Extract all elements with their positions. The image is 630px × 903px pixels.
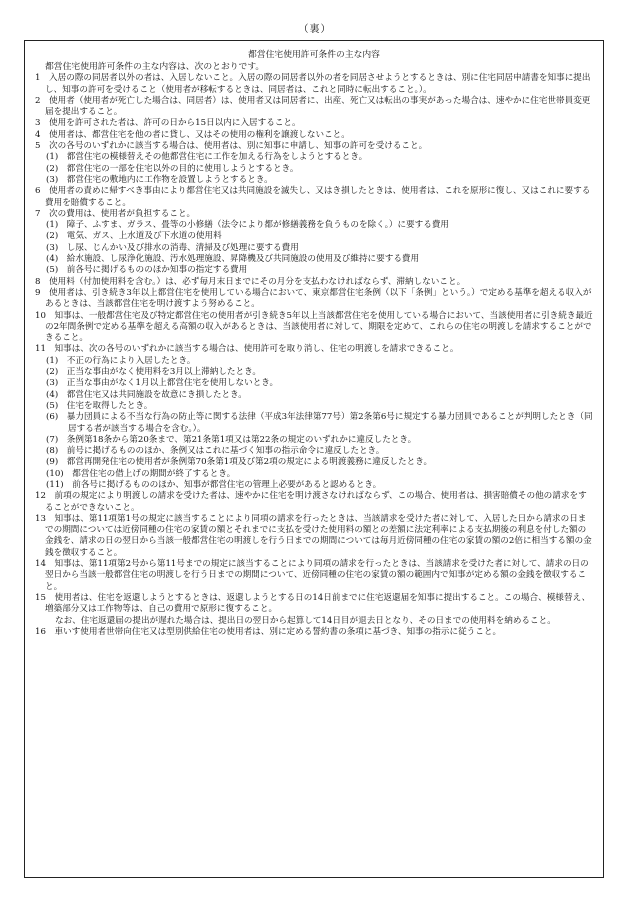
sub-item: (4) 給水施設、し尿浄化施設、汚水処理施設、昇降機及び共同施設の使用及び維持に要する費用 xyxy=(46,254,420,265)
document-intro: 都営住宅使用許可条件の主な内容は、次のとおりです。 xyxy=(45,62,265,72)
page-side-label: （裏） xyxy=(298,24,332,35)
clause-item: 3 使用を許可された者は、許可の日から15日以内に入居すること。 xyxy=(35,118,301,129)
sub-item: (2) 電気、ガス、上水道及び下水道の使用料 xyxy=(46,231,222,242)
sub-item: (2) 都営住宅の一部を住宅以外の目的に使用しようとするとき。 xyxy=(46,163,299,174)
clause-item: 6 使用者の責めに帰すべき事由により都営住宅又は共同施設を滅失し、又はき損したときは、使用者は、これを原形に復し、又はこれに要する費用を賠償すること。 xyxy=(35,186,591,208)
clause-item: 14 知事は、第11項第2号から第11号までの規定に該当することにより同項の請求を行ったときは、当該請求を受けた者に対して、請求の日の翌日から当該一般都営住宅の明渡しを行う日までの期間について、近傍同種の住宅の家賃の額の範囲内で知事が定める額の金銭を徴収すること。 xyxy=(35,559,589,592)
sub-item: (4) 都営住宅又は共同施設を故意にき損したとき。 xyxy=(46,389,247,400)
clause-item: 10 知事は、一般都営住宅及び特定都営住宅の使用者が引き続き5年以上当該都営住宅を使用している場合において、当該使用者に引き続き最近の2年間条例で定める基準を超える高額の収入があるときは、当該使用者に対して、期限を定めて、これらの住宅の明渡しを請求することができること。 xyxy=(35,310,593,344)
sub-item: (2) 正当な事由がなく使用料を3月以上滞納したとき。 xyxy=(46,367,261,378)
sub-item: (3) 都営住宅の敷地内に工作物を設置しようとするとき。 xyxy=(46,174,273,185)
sub-item: (5) 前各号に掲げるもののほか知事の指定する費用 xyxy=(46,265,248,276)
clause-item: 12 前項の規定により明渡しの請求を受けた者は、速やかに住宅を明け渡さなければならず、この場合、使用者は、損害賠償その他の請求をすることができないこと。 xyxy=(35,491,587,513)
document-title: 都営住宅使用許可条件の主な内容 xyxy=(248,50,380,60)
clause-item: 1 入居の際の同居者以外の者は、入居しないこと。入居の際の同居者以外の者を同居させようとするときは、別に住宅同居申請書を知事に提出し、知事の許可を受けること（使用者が移転するときは、同居者は、これと同時に転出すること。）。 xyxy=(35,73,591,95)
conditions-frame xyxy=(24,40,604,878)
sub-item: (9) 都営再開発住宅の使用者が条例第70条第1項及び第2項の規定による明渡義務に違反したとき。 xyxy=(46,457,433,468)
sub-item: (1) 不正の行為により入居したとき。 xyxy=(46,355,196,366)
note-paragraph: なお、住宅返還届の提出が遅れた場合は、提出日の翌日から起算して14日目が退去日となり、その日までの使用料を納めること。 xyxy=(55,615,556,626)
conditions-list xyxy=(35,73,593,638)
sub-item: (1) 都営住宅の模様替えその他都営住宅に工作を加える行為をしようとするとき。 xyxy=(46,152,368,163)
sub-item: (5) 住宅を取得したとき。 xyxy=(46,400,153,411)
sub-item: (6) 暴力団員による不当な行為の防止等に関する法律（平成3年法律第77号）第2条第6号に規定する暴力団員であることが判明したとき（同居する者が該当する場合を含む。）。 xyxy=(46,412,593,434)
clause-item: 5 次の各号のいずれかに該当する場合は、使用者は、別に知事に申請し、知事の許可を受けること。 xyxy=(35,141,428,152)
clause-item: 2 使用者（使用者が死亡した場合は、同居者）は、使用者又は同居者に、出産、死亡又は転出の事実があった場合は、速やかに住宅世帯員変更届を提出すること。 xyxy=(35,95,591,118)
clause-item: 15 使用者は、住宅を返還しようとするときは、返還しようとする日の14日前までに住宅返還届を知事に提出すること。この場合、模様替え、増築部分又は工作物等は、自己の費用で原形に復すること。 xyxy=(35,592,591,615)
sub-item: (11) 前各号に掲げるもののほか、知事が都営住宅の管理上必要があると認めるとき。 xyxy=(46,479,382,490)
sub-item: (7) 条例第18条から第20条まで、第21条第1項又は第22条の規定のいずれかに違反したとき。 xyxy=(46,434,417,445)
clause-item: 16 車いす使用者世帯向住宅又は型別供給住宅の使用者は、別に定める誓約書の条項に基づき、知事の指示に従うこと。 xyxy=(35,626,502,637)
sub-item: (1) 障子、ふすま、ガラス、畳等の小修繕（法令により都が修繕義務を負うものを除く。）に要する費用 xyxy=(46,220,450,231)
clause-item: 7 次の費用は、使用者が負担すること。 xyxy=(35,208,196,219)
sub-item: (8) 前号に掲げるもののほか、条例又はこれに基づく知事の指示命令に違反したとき。 xyxy=(46,446,385,457)
clause-item: 11 知事は、次の各号のいずれかに該当する場合は、使用許可を取り消し、住宅の明渡しを請求できること。 xyxy=(35,344,459,355)
clause-item: 4 使用者は、都営住宅を他の者に貸し、又はその使用の権利を譲渡しないこと。 xyxy=(35,129,350,140)
clause-item: 9 使用者は、引き続き3年以上都営住宅を使用している場合において、東京都営住宅条例（以下「条例」という。）で定める基準を超える収入があるときは、当該都営住宅を明け渡すよう努めること。 xyxy=(35,287,592,310)
clause-item: 8 使用料（付加使用料を含む。）は、必ず毎月末日までにその月分を支払わなければならず、滞納しないこと。 xyxy=(35,276,466,287)
sub-item: (10) 都営住宅の借上げの期間が終了するとき。 xyxy=(46,468,236,479)
clause-item: 13 知事は、第11項第1号の規定に該当することにより同項の請求を行ったときは、当該請求を受けた者に対して、入居した日から請求の日までの期間については近傍同種の住宅の家賃の額とそれまでに支払を受けた使用料の額との差額に法定利率による支払期後の利息を付した額の金銭を、請求の日の翌日から当該一般都営住宅の明渡しを行う日までの期間については毎月近傍同種の住宅の家賃の額の2倍に相当する額の金銭を徴収すること。 xyxy=(35,513,592,558)
sub-item: (3) 正当な事由がなく1月以上都営住宅を使用しないとき。 xyxy=(46,378,279,389)
sub-item: (3) し尿、じんかい及び排水の消毒、清掃及び処理に要する費用 xyxy=(46,242,299,253)
